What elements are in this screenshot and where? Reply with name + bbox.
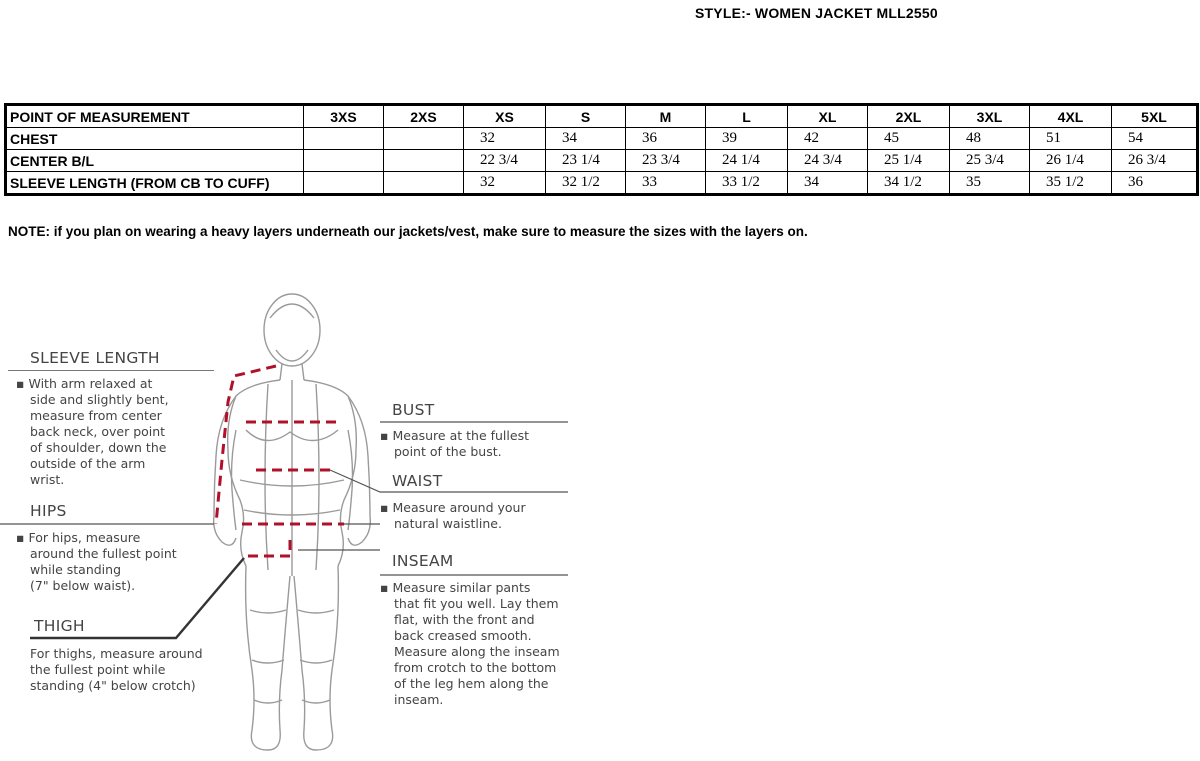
bust-description: ▪ Measure at the fullest point of the bust.: [380, 428, 529, 460]
table-cell: 33: [626, 172, 706, 195]
column-header: M: [626, 105, 706, 128]
hips-description: ▪ For hips, measure around the fullest point while standing (7" below waist).: [16, 530, 177, 594]
table-cell: 24 3/4: [788, 150, 868, 172]
table-cell: 32: [464, 172, 546, 195]
column-header: 2XL: [868, 105, 950, 128]
table-cell: 34 1/2: [868, 172, 950, 195]
table-header-row: [6, 105, 1198, 128]
table-cell: 26 3/4: [1112, 150, 1198, 172]
column-header: S: [546, 105, 626, 128]
table-cell: 34: [788, 172, 868, 195]
table-cell: 32: [464, 128, 546, 150]
table-cell: 26 1/4: [1030, 150, 1112, 172]
table-cell: [384, 150, 464, 172]
thigh-heading: THIGH: [34, 617, 85, 635]
table-cell: 35: [950, 172, 1030, 195]
column-header: XS: [464, 105, 546, 128]
thigh-description: For thighs, measure around the fullest point while standing (4" below crotch): [30, 646, 203, 693]
table-cell: 48: [950, 128, 1030, 150]
column-header: 3XS: [304, 105, 384, 128]
table-cell: 25 3/4: [950, 150, 1030, 172]
sleeve-length-heading: SLEEVE LENGTH: [30, 349, 160, 367]
bust-heading: BUST: [392, 401, 435, 419]
column-header: L: [706, 105, 788, 128]
table-cell: 35 1/2: [1030, 172, 1112, 195]
layering-note: NOTE: if you plan on wearing a heavy layers underneath our jackets/vest, make sure to measure the sizes with the layers on.: [8, 224, 808, 239]
hips-heading: HIPS: [30, 502, 67, 520]
table-cell: 39: [706, 128, 788, 150]
row-label: CHEST: [6, 128, 304, 150]
table-cell: 24 1/4: [706, 150, 788, 172]
table-cell: 36: [1112, 172, 1198, 195]
table-cell: 45: [868, 128, 950, 150]
table-row: [6, 172, 1198, 195]
size-chart-table: [4, 103, 1199, 196]
column-header: 4XL: [1030, 105, 1112, 128]
waist-description: ▪ Measure around your natural waistline.: [380, 500, 526, 532]
table-cell: [384, 128, 464, 150]
table-row: [6, 150, 1198, 172]
divider: [8, 370, 214, 371]
table-cell: [304, 172, 384, 195]
table-cell: 23 1/4: [546, 150, 626, 172]
table-cell: 22 3/4: [464, 150, 546, 172]
inseam-measure-line: [248, 540, 290, 556]
table-cell: 23 3/4: [626, 150, 706, 172]
waist-heading: WAIST: [392, 472, 443, 490]
row-label: CENTER B/L: [6, 150, 304, 172]
table-cell: 42: [788, 128, 868, 150]
table-cell: [304, 128, 384, 150]
column-header: 2XS: [384, 105, 464, 128]
sleeve-length-description: ▪ With arm relaxed at side and slightly bent, measure from center back neck, over point of shoulder, down the outside of the arm wrist.: [16, 376, 169, 488]
row-label: SLEEVE LENGTH (FROM CB TO CUFF): [6, 172, 304, 195]
table-cell: 36: [626, 128, 706, 150]
column-header: POINT OF MEASUREMENT: [6, 105, 304, 128]
table-cell: 25 1/4: [868, 150, 950, 172]
table-cell: [384, 172, 464, 195]
table-cell: 32 1/2: [546, 172, 626, 195]
table-row: [6, 128, 1198, 150]
column-header: XL: [788, 105, 868, 128]
figure-outline: [214, 294, 371, 750]
column-header: 5XL: [1112, 105, 1198, 128]
table-cell: 51: [1030, 128, 1112, 150]
inseam-description: ▪ Measure similar pants that fit you well. Lay them flat, with the front and back creased smooth. Measure along the inseam from crotch to the bottom of the leg hem along the inseam.: [380, 580, 560, 708]
table-cell: [304, 150, 384, 172]
inseam-heading: INSEAM: [392, 552, 454, 570]
table-cell: 33 1/2: [706, 172, 788, 195]
style-title: STYLE:- WOMEN JACKET MLL2550: [695, 5, 938, 21]
column-header: 3XL: [950, 105, 1030, 128]
table-cell: 54: [1112, 128, 1198, 150]
table-cell: 34: [546, 128, 626, 150]
